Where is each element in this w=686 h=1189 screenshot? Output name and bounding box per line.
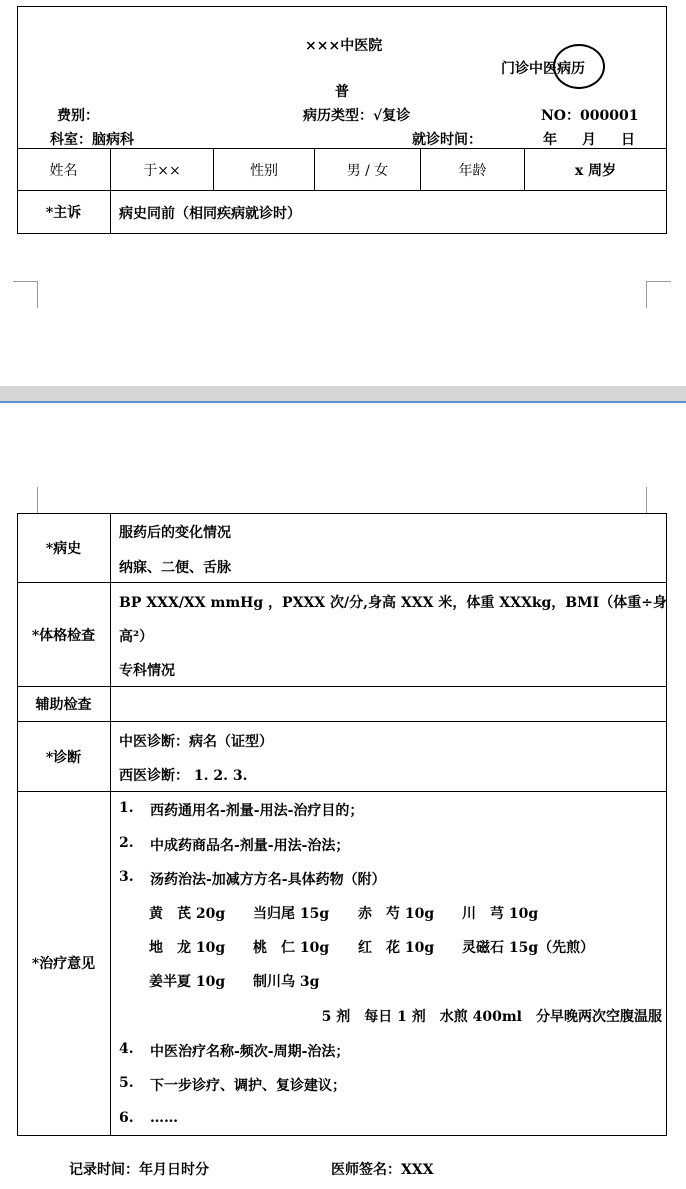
treatment-num: 2. [119, 835, 134, 851]
treatment-item: 西药通用名-剂量-用法-治疗目的； [150, 803, 364, 819]
page-gap [0, 386, 686, 402]
herb-item: 黄 芪 20g [149, 906, 226, 922]
herb-item: 灵磁石 15g（先煎） [462, 940, 595, 956]
divider [17, 721, 667, 722]
treatment-num: 3. [119, 869, 134, 885]
record-number: NO：000001 [541, 108, 639, 124]
treatment-item: 下一步诊疗、调护、复诊建议； [150, 1078, 346, 1094]
diagnosis-label: *诊断 [45, 749, 82, 766]
record-kind: 普 [335, 84, 349, 100]
visit-day: 日 [621, 132, 635, 148]
divider [17, 686, 667, 687]
age-label: 年龄 [458, 162, 487, 179]
history-line2: 纳寐、二便、舌脉 [119, 560, 231, 576]
page-corner-mark [646, 487, 671, 513]
page-separator [0, 401, 686, 403]
circle-mark [553, 44, 605, 89]
divider [17, 582, 667, 583]
complaint-label: *主诉 [45, 204, 82, 221]
visit-time-label: 就诊时间： [412, 132, 482, 148]
record-time: 记录时间：年月日时分 [69, 1162, 209, 1178]
dosage-instruction: 5 剂 每日 1 剂 水煎 400ml 分早晚两次空腹温服 [321, 1009, 662, 1025]
treatment-item: 中成药商品名-剂量-用法-治法； [150, 838, 350, 854]
herb-item: 当归尾 15g [253, 906, 330, 922]
herb-item: 制川乌 3g [253, 974, 320, 990]
herb-item: 地 龙 10g [149, 940, 226, 956]
treatment-num: 6. [119, 1110, 134, 1126]
treatment-item: 中医治疗名称-频次-周期-治法； [150, 1044, 350, 1060]
treatment-item: …… [150, 1110, 178, 1126]
herb-item: 川 芎 10g [462, 906, 539, 922]
divider [17, 791, 667, 792]
visit-month: 月 [582, 132, 596, 148]
department: 科室：脑病科 [50, 132, 134, 148]
divider [110, 513, 111, 1135]
page-corner-mark [13, 281, 38, 308]
history-line1: 服药后的变化情况 [119, 525, 231, 541]
exam-line3: 专科情况 [119, 663, 175, 679]
treatment-num: 4. [119, 1041, 134, 1057]
gender-value: 男 / 女 [346, 162, 389, 179]
aux-exam-label: 辅助检查 [35, 697, 92, 713]
western-diagnosis: 西医诊断： 1. 2. 3. [119, 768, 248, 784]
record-type: 病历类型：√复诊 [303, 108, 411, 124]
treatment-num: 1. [119, 800, 134, 816]
visit-year: 年 [543, 132, 557, 148]
herb-item: 红 花 10g [358, 940, 435, 956]
treatment-num: 5. [119, 1075, 134, 1091]
complaint-text: 病史同前（相同疾病就诊时） [119, 206, 301, 222]
herb-item: 姜半夏 10g [149, 974, 226, 990]
divider [17, 190, 667, 191]
name-value: 于×× [143, 162, 181, 179]
exam-label: *体格检查 [31, 627, 96, 644]
exam-line1: BP XXX/XX mmHg ，PXXX 次/分,身高 XXX 米，体重 XXXkg，BMI（体重÷身 [119, 595, 667, 611]
hospital-name: ×××中医院 [305, 38, 383, 54]
exam-line2: 高²） [119, 629, 154, 645]
herb-item: 桃 仁 10g [253, 940, 330, 956]
page-corner-mark [13, 487, 38, 513]
age-value: x 周岁 [574, 162, 617, 179]
tcm-diagnosis: 中医诊断：病名（证型） [119, 734, 273, 750]
gender-label: 性别 [250, 162, 278, 179]
doctor-signature: 医师签名：XXX [331, 1162, 434, 1178]
treatment-item: 汤药治法-加减方方名-具体药物（附） [150, 872, 386, 888]
history-label: *病史 [45, 541, 82, 557]
treatment-label: *治疗意见 [31, 956, 96, 972]
record-title: 门诊中医病历 [501, 61, 585, 77]
name-label: 姓名 [49, 162, 78, 179]
page-corner-mark [646, 281, 671, 308]
herb-item: 赤 芍 10g [358, 906, 435, 922]
fee-label: 费别： [57, 108, 99, 124]
